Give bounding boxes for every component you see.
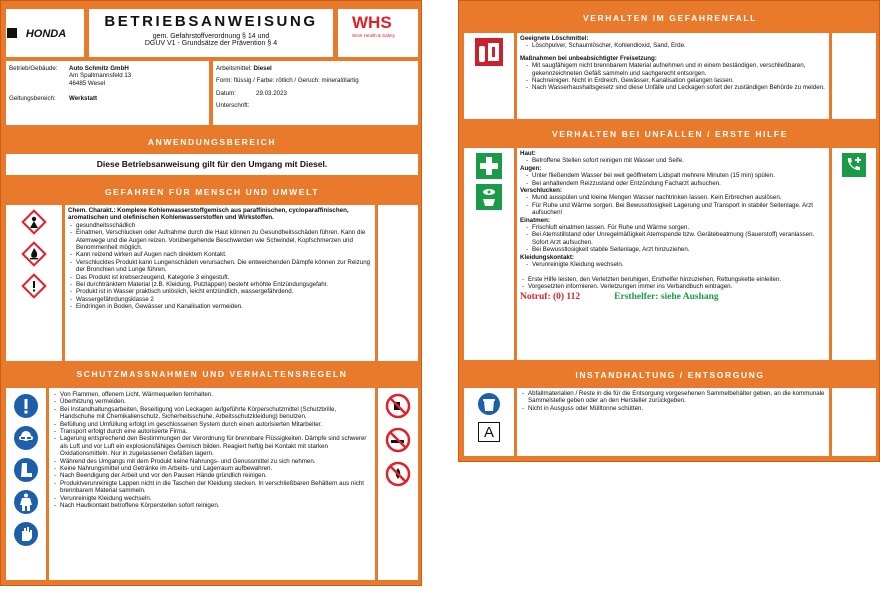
- recycling-disposal-icon: [477, 392, 501, 416]
- logo-box: [6, 9, 84, 57]
- bereich-value: Werkstatt: [69, 95, 98, 103]
- list-item: - gesundheitsschädlich: [68, 222, 372, 229]
- list-item: - Bei Bewusstlosigkeit stabile Seitenlage, Arzt hinzuziehen.: [520, 246, 826, 253]
- chem-intro: Chem. Charakt.: Komplexe Kohlenwasserstoffgemisch aus paraffinischen, cycloparaffinischen, aromatischen und olefinischen Kohlenwasserstoffen und Wirkstoffen.: [68, 207, 349, 222]
- list-item: - Unter fließendem Wasser bei weit geöffnetem Lidspalt mehrere Minuten (15 min) spülen.: [520, 172, 826, 179]
- list-item: - Eindringen in Boden, Gewässer und Kanalisation vermeiden.: [68, 303, 372, 310]
- no-smoking-icon: [385, 427, 411, 453]
- safety-boots-icon: [13, 457, 39, 483]
- no-open-flame-icon: [385, 461, 411, 487]
- entsorgung-heading: INSTANDHALTUNG / ENTSORGUNG: [575, 370, 765, 380]
- betrieb-label: Betrieb/Gebäude:: [9, 65, 58, 72]
- schutz-prohibit-icons: [378, 388, 418, 580]
- list-item: - Bei anhaltendem Reizzustand oder Entzündung Facharzt aufsuchen.: [520, 180, 826, 187]
- ghs07-exclamation-icon: [21, 273, 47, 299]
- list-item: - Verschlucktes Produkt kann Lungenschäden verursachen. Die entweichenden Dämpfe können zur Reizung der Bronchien und Lunge führen.: [68, 259, 372, 274]
- erstehilfe-text: [517, 148, 829, 360]
- list-item: - Von Flammen, offenem Licht, Wärmequellen fernhalten.: [52, 391, 372, 398]
- subtitle-1: gem. Gefahrstoffverordnung § 14 und: [152, 33, 270, 40]
- anwendung-box: [6, 154, 418, 175]
- eye-protection-icon: [13, 425, 39, 451]
- schutz-text: [49, 388, 375, 580]
- list-item: - Befüllung und Umfüllung erfolgt im geschlossenen System durch einen autorisierten Mitarbeiter.: [52, 421, 372, 428]
- list-item: - Mund ausspülen und kleine Mengen Wasser nachtrinken lassen. Kein Erbrechen auslösen.: [520, 194, 826, 201]
- hand-protection-icon: [13, 521, 39, 547]
- honda-logo-icon: [6, 26, 84, 40]
- gefahren-list: [68, 222, 372, 311]
- list-item: - Keine Nahrungsmittel und Getränke im Arbeits- und Lagerraum aufbewahren.: [52, 465, 372, 472]
- list-item: - Bei Atemstillstand oder Unregelmäßigkeit Atemspende bzw. Gerätebeatmung (Sauerstoff) veranlassen. Sofort Arzt aufsuchen.: [520, 231, 826, 246]
- list-item: - Betroffene Stellen sofort reinigen mit Wasser und Seife.: [520, 157, 826, 164]
- einatmen-heading: Einatmen:: [520, 216, 550, 224]
- list-item: - Frischluft einatmen lassen. Für Ruhe und Wärme sorgen.: [520, 224, 826, 231]
- emergency-phone-icon: [842, 153, 866, 177]
- betrieb-value: Auto Schmitz GmbH: [69, 65, 129, 72]
- general-mandatory-icon: [13, 393, 39, 419]
- verschlucken-heading: Verschlucken:: [520, 187, 562, 195]
- entsorgung-icons: [464, 388, 514, 456]
- protective-clothing-icon: [13, 489, 39, 515]
- form-line: Form: flüssig / Farbe: rötlich / Geruch: mineralölartig: [216, 77, 359, 85]
- address-line-1: Am Spaltmannsfeld 13: [69, 72, 132, 80]
- page-left: [0, 0, 422, 586]
- list-item: - Das Produkt ist krebserzeugend, Kategorie 3 eingestuft.: [68, 274, 372, 281]
- loeschmittel-heading: Geeignete Löschmittel:: [520, 35, 589, 42]
- list-item: - Nach Wasserhaushaltsgesetz sind diese Unfälle und Leckagen sofort der zuständigen Behörde zu melden.: [520, 84, 826, 91]
- arbeitsmittel-value: Diesel: [253, 65, 272, 72]
- datum-value: 29.03.2023: [256, 89, 287, 97]
- gefahrenfall-icons: [464, 33, 514, 119]
- list-item: - Produkt ist in Wasser praktisch unlöslich, leicht entzündlich, wassergefährdend.: [68, 288, 372, 295]
- list-item: - Nicht in Ausguss oder Mülltonne schütten.: [520, 405, 826, 412]
- schutz-list: [52, 391, 372, 510]
- gefahren-right-empty: [378, 205, 418, 361]
- augen-heading: Augen:: [520, 164, 542, 172]
- list-item: - Während des Umgangs mit dem Produkt keine Nahrungs- und Genussmittel zu sich nehmen.: [52, 458, 372, 465]
- gefahrenfall-right-empty: [832, 33, 876, 119]
- list-item: - Erste Hilfe leisten, den Verletzten beruhigen, Ersthelfer hinzuziehen, Rettungskette einleiten.: [520, 276, 826, 283]
- list-item: - Abfallmaterialien / Reste in die für die Entsorgung vorgesehenen Sammelbehälter geben, an die kommunale Sammelstelle geben oder an den Hersteller zurückgeben.: [520, 390, 826, 405]
- freisetzung-heading: Maßnahmen bei unbeabsichtigter Freisetzung:: [520, 54, 657, 62]
- arbeitsmittel-label: Arbeitsmittel:: [216, 65, 252, 72]
- list-item: - Löschpulver, Schaumlöscher, Kohlendioxid, Sand, Erde.: [520, 42, 826, 49]
- first-aid-icon: [476, 153, 502, 179]
- erstehilfe-icons: [464, 148, 514, 360]
- page-title: BETRIEBSANWEISUNG: [104, 13, 318, 30]
- gefahrenfall-text: [517, 33, 829, 119]
- schutz-heading: SCHUTZMASSNAHMEN UND VERHALTENSREGELN: [76, 369, 348, 379]
- entsorgung-text: [517, 388, 829, 456]
- list-item: - Kann reizend wirken auf Augen nach direktem Kontakt.: [68, 251, 372, 258]
- list-item: - Vorgesetzten informieren. Verletzungen immer ins Verbandbuch eintragen.: [520, 283, 826, 290]
- haut-heading: Haut:: [520, 150, 536, 157]
- info-left: [6, 61, 209, 125]
- list-item: - Verunreinigte Kleidung wechseln.: [520, 261, 826, 268]
- anwendung-text: Diese Betriebsanweisung gilt für den Umgang mit Diesel.: [96, 159, 328, 169]
- kleidung-heading: Kleidungskontakt:: [520, 253, 574, 261]
- ghs08-health-hazard-icon: [21, 209, 47, 235]
- page-right: [458, 0, 880, 462]
- anwendung-heading: ANWENDUNGSBEREICH: [147, 137, 277, 147]
- bereich-label: Geltungsbereich:: [9, 95, 56, 103]
- list-item: - Nachreinigen. Nicht in Erdreich, Gewässer, Kanalisation gelangen lassen.: [520, 77, 826, 84]
- gefahren-icons: [6, 205, 62, 361]
- subtitle-2: DGUV V1 - Grundsätze der Prävention § 4: [144, 40, 278, 47]
- schutz-icons: [6, 388, 46, 580]
- notruf-text: Notruf: (0) 112: [520, 292, 581, 303]
- info-right: [213, 61, 418, 125]
- title-box: [89, 9, 333, 57]
- gefahren-heading: GEFAHREN FÜR MENSCH UND UMWELT: [104, 187, 320, 197]
- list-item: - Nach Beendigung der Arbeit und vor den Pausen Hände gründlich reinigen.: [52, 472, 372, 479]
- label-a-icon: A: [478, 422, 500, 442]
- list-item: - Einatmen, Verschlucken oder Aufnahme durch die Haut können zu Gesundheitsschäden führen. Kann die Atemwege und die Augen reizen. Vorübergehende Beschwerden wie Schwindel, Kopfschmerzen und Benommenheit möglich.: [68, 229, 372, 251]
- list-item: - Nach Hautkontakt betroffene Körperstellen sofort reinigen.: [52, 502, 372, 509]
- list-item: - Lagerung entsprechend den Bestimmungen der Verordnung für brennbare Flüssigkeiten. Dämpfe sind schwerer als Luft und vor Luft ein explosionsfähiges Gemisch bilden. Reagiert heftig bei Kontakt mit starken Oxidationsmitteln. Nur in zugelassenen Gefäßen lagern.: [52, 435, 372, 457]
- whs-box: [338, 9, 418, 57]
- entsorgung-right-empty: [832, 388, 876, 456]
- datum-label: Datum:: [216, 89, 236, 97]
- list-item: - Wassergefährdungsklasse 2: [68, 296, 372, 303]
- list-item: - Für Ruhe und Wärme sorgen. Bei Bewusstlosigkeit Lagerung und Transport in stabiler Seitenlage. Arzt aufsuchen!: [520, 202, 826, 217]
- unterschrift-label: Unterschrift:: [216, 102, 250, 110]
- list-item: - Überhitzung vermeiden.: [52, 398, 372, 405]
- whs-logo: WHS: [352, 13, 392, 32]
- no-eating-drinking-icon: [385, 393, 411, 419]
- gefahren-text: [65, 205, 375, 361]
- list-item: - Bei durchtränktem Material (z.B. Kleidung, Putzlappen) besteht erhöhte Entzündungsgefahr.: [68, 281, 372, 288]
- eyewash-icon: [476, 184, 502, 210]
- whs-subtitle: Work Health & Safety: [352, 33, 395, 38]
- fire-extinguisher-icon: [475, 38, 503, 66]
- logo-text: HONDA: [25, 28, 67, 40]
- erstehilfe-heading: VERHALTEN BEI UNFÄLLEN / ERSTE HILFE: [552, 129, 788, 139]
- ghs02-flame-icon: [21, 241, 47, 267]
- gefahrenfall-heading: VERHALTEN IM GEFAHRENFALL: [583, 13, 757, 23]
- list-item: - Bei Instandhaltungsarbeiten, Beseitigung von Leckagen aufgeführte Körperschutzmittel (Schutzbrille, Handschuhe mit Chemikalienschutz, Sicherheitsschuhe, Arbeitsschutzkleidung) benutzen.: [52, 406, 372, 421]
- ersthelfer-text: Ersthelfer: siehe Aushang: [614, 292, 719, 303]
- erstehilfe-right-icons: [832, 148, 876, 360]
- list-item: - Verunreinigte Kleidung wechseln.: [52, 495, 372, 502]
- list-item: - Produktverunreinigte Lappen nicht in die Taschen der Kleidung stecken. In verschließbaren Behältern aus nicht brennbarem Material sammeln.: [52, 480, 372, 495]
- list-item: - Mit saugfähigem nicht brennbarem Material aufnehmen und in einem beständigen, verschließbaren, gekennzeichneten Gefäß sammeln und sachgerecht entsorgen.: [520, 62, 826, 77]
- list-item: - Transport erfolgt durch eine autorisierte Firma.: [52, 428, 372, 435]
- address-line-2: 46485 Wesel: [69, 79, 106, 87]
- page-gap: [430, 0, 450, 591]
